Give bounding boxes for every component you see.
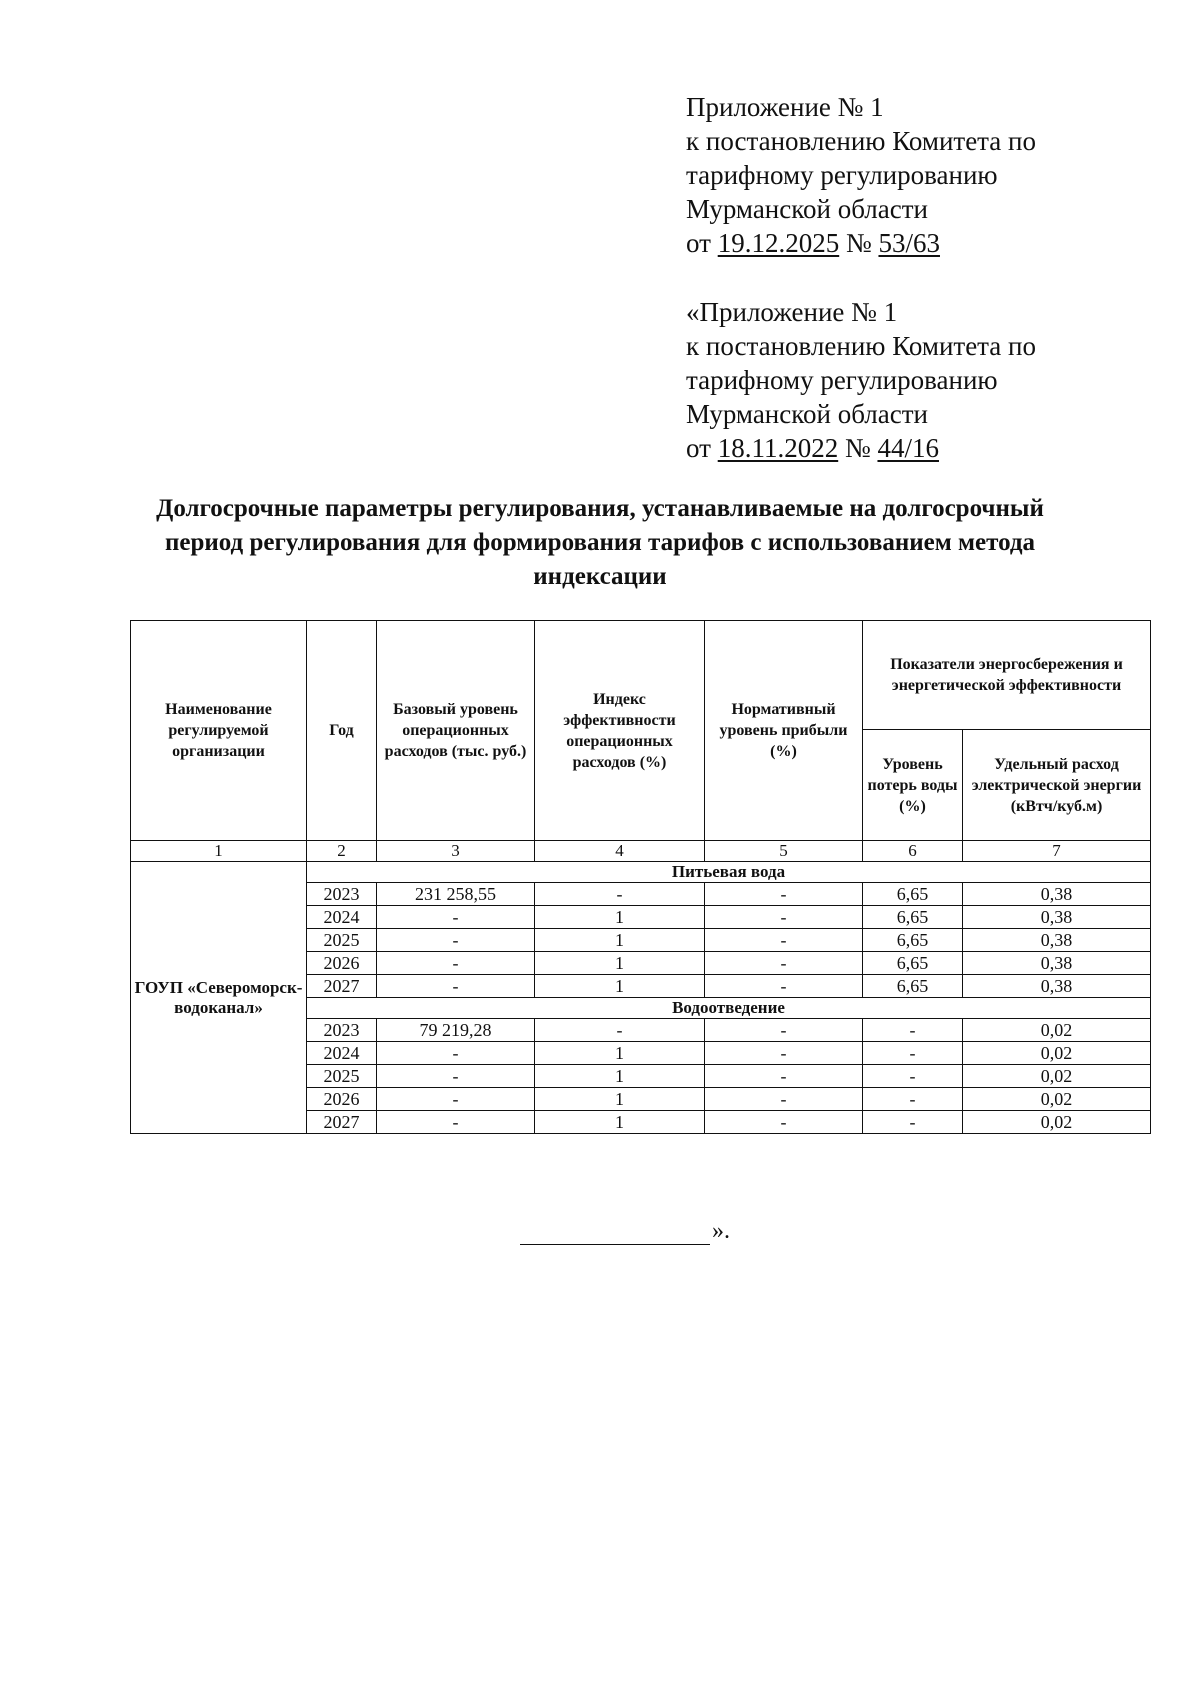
header-energy-group: Показатели энергосбережения и энергетической эффективности: [863, 621, 1151, 730]
cell-loss: -: [863, 1088, 963, 1111]
cell-year: 2023: [307, 883, 377, 906]
header-base-opex: Базовый уровень операционных расходов (тыс. руб.): [377, 621, 535, 841]
appendix-header-original: [686, 295, 1106, 465]
document-title: Долгосрочные параметры регулирования, устанавливаемые на долгосрочный период регулирования для формирования тарифов с использованием метода индексации: [156, 495, 1044, 590]
number-prefix: №: [838, 433, 878, 463]
cell-loss: 6,65: [863, 975, 963, 998]
closing-quote: ».: [712, 1218, 730, 1244]
cell-year: 2026: [307, 1088, 377, 1111]
date-prefix: от: [686, 433, 718, 463]
cell-profit: -: [705, 883, 863, 906]
cell-year: 2025: [307, 929, 377, 952]
cell-power: 0,38: [963, 975, 1151, 998]
number-prefix: №: [839, 228, 879, 258]
column-number: 2: [307, 841, 377, 862]
closing-line: [520, 1218, 730, 1245]
resolution-number: 44/16: [877, 433, 939, 463]
cell-base-opex: -: [377, 1088, 535, 1111]
cell-base-opex: -: [377, 1065, 535, 1088]
header-water-loss: Уровень потерь воды (%): [863, 730, 963, 841]
cell-base-opex: -: [377, 929, 535, 952]
appendix-line: Мурманской области: [686, 194, 928, 224]
cell-profit: -: [705, 1088, 863, 1111]
cell-index: 1: [535, 906, 705, 929]
appendix-line: тарифному регулированию: [686, 160, 998, 190]
cell-power: 0,02: [963, 1019, 1151, 1042]
header-profit-level: Нормативный уровень прибыли (%): [705, 621, 863, 841]
cell-power: 0,38: [963, 929, 1151, 952]
cell-profit: -: [705, 952, 863, 975]
cell-index: 1: [535, 929, 705, 952]
cell-profit: -: [705, 1042, 863, 1065]
cell-profit: -: [705, 929, 863, 952]
header-org: Наименование регулируемой организации: [131, 621, 307, 841]
appendix-line: Мурманской области: [686, 399, 928, 429]
cell-year: 2023: [307, 1019, 377, 1042]
appendix-line: Приложение № 1: [686, 92, 884, 122]
cell-year: 2024: [307, 906, 377, 929]
cell-loss: 6,65: [863, 952, 963, 975]
column-number: 1: [131, 841, 307, 862]
cell-index: 1: [535, 1065, 705, 1088]
resolution-date: 19.12.2025: [717, 228, 840, 258]
cell-year: 2024: [307, 1042, 377, 1065]
parameters-table: [130, 620, 1151, 1134]
cell-power: 0,02: [963, 1088, 1151, 1111]
cell-power: 0,02: [963, 1111, 1151, 1134]
resolution-number: 53/63: [878, 228, 940, 258]
cell-profit: -: [705, 1019, 863, 1042]
cell-year: 2027: [307, 1111, 377, 1134]
header-power-consumption: Удельный расход электрической энергии (кВтч/куб.м): [963, 730, 1151, 841]
cell-loss: 6,65: [863, 906, 963, 929]
column-number: 5: [705, 841, 863, 862]
cell-year: 2026: [307, 952, 377, 975]
appendix-line: к постановлению Комитета по: [686, 331, 1036, 361]
cell-loss: -: [863, 1065, 963, 1088]
cell-profit: -: [705, 906, 863, 929]
cell-loss: -: [863, 1019, 963, 1042]
resolution-date: 18.11.2022: [717, 433, 839, 463]
cell-base-opex: 79 219,28: [377, 1019, 535, 1042]
cell-loss: -: [863, 1042, 963, 1065]
cell-base-opex: 231 258,55: [377, 883, 535, 906]
appendix-date-line: [686, 226, 1106, 260]
appendix-header-current: [686, 90, 1106, 260]
header-year: Год: [307, 621, 377, 841]
cell-base-opex: -: [377, 975, 535, 998]
section-title: Питьевая вода: [307, 862, 1151, 883]
section-title: Водоотведение: [307, 998, 1151, 1019]
cell-year: 2025: [307, 1065, 377, 1088]
organization-name: ГОУП «Североморск-водоканал»: [131, 862, 307, 1134]
cell-base-opex: -: [377, 906, 535, 929]
date-prefix: от: [686, 228, 718, 258]
cell-power: 0,02: [963, 1065, 1151, 1088]
cell-profit: -: [705, 1065, 863, 1088]
appendix-line: к постановлению Комитета по: [686, 126, 1036, 156]
cell-index: 1: [535, 952, 705, 975]
column-number: 6: [863, 841, 963, 862]
signature-line: [520, 1222, 710, 1245]
cell-loss: 6,65: [863, 883, 963, 906]
appendix-line: тарифному регулированию: [686, 365, 998, 395]
column-number: 4: [535, 841, 705, 862]
column-number-row: [131, 841, 1151, 862]
section-row: [131, 862, 1151, 883]
cell-power: 0,02: [963, 1042, 1151, 1065]
cell-index: 1: [535, 1088, 705, 1111]
cell-year: 2027: [307, 975, 377, 998]
column-number: 3: [377, 841, 535, 862]
cell-base-opex: -: [377, 1111, 535, 1134]
cell-power: 0,38: [963, 906, 1151, 929]
cell-profit: -: [705, 1111, 863, 1134]
cell-power: 0,38: [963, 883, 1151, 906]
cell-loss: 6,65: [863, 929, 963, 952]
cell-index: 1: [535, 1042, 705, 1065]
cell-loss: -: [863, 1111, 963, 1134]
cell-base-opex: -: [377, 1042, 535, 1065]
column-number: 7: [963, 841, 1151, 862]
cell-index: -: [535, 1019, 705, 1042]
cell-base-opex: -: [377, 952, 535, 975]
appendix-date-line: [686, 431, 1106, 465]
cell-index: 1: [535, 975, 705, 998]
cell-index: -: [535, 883, 705, 906]
header-efficiency-index: Индекс эффективности операционных расходов (%): [535, 621, 705, 841]
cell-index: 1: [535, 1111, 705, 1134]
cell-profit: -: [705, 975, 863, 998]
appendix-line: «Приложение № 1: [686, 297, 898, 327]
cell-power: 0,38: [963, 952, 1151, 975]
